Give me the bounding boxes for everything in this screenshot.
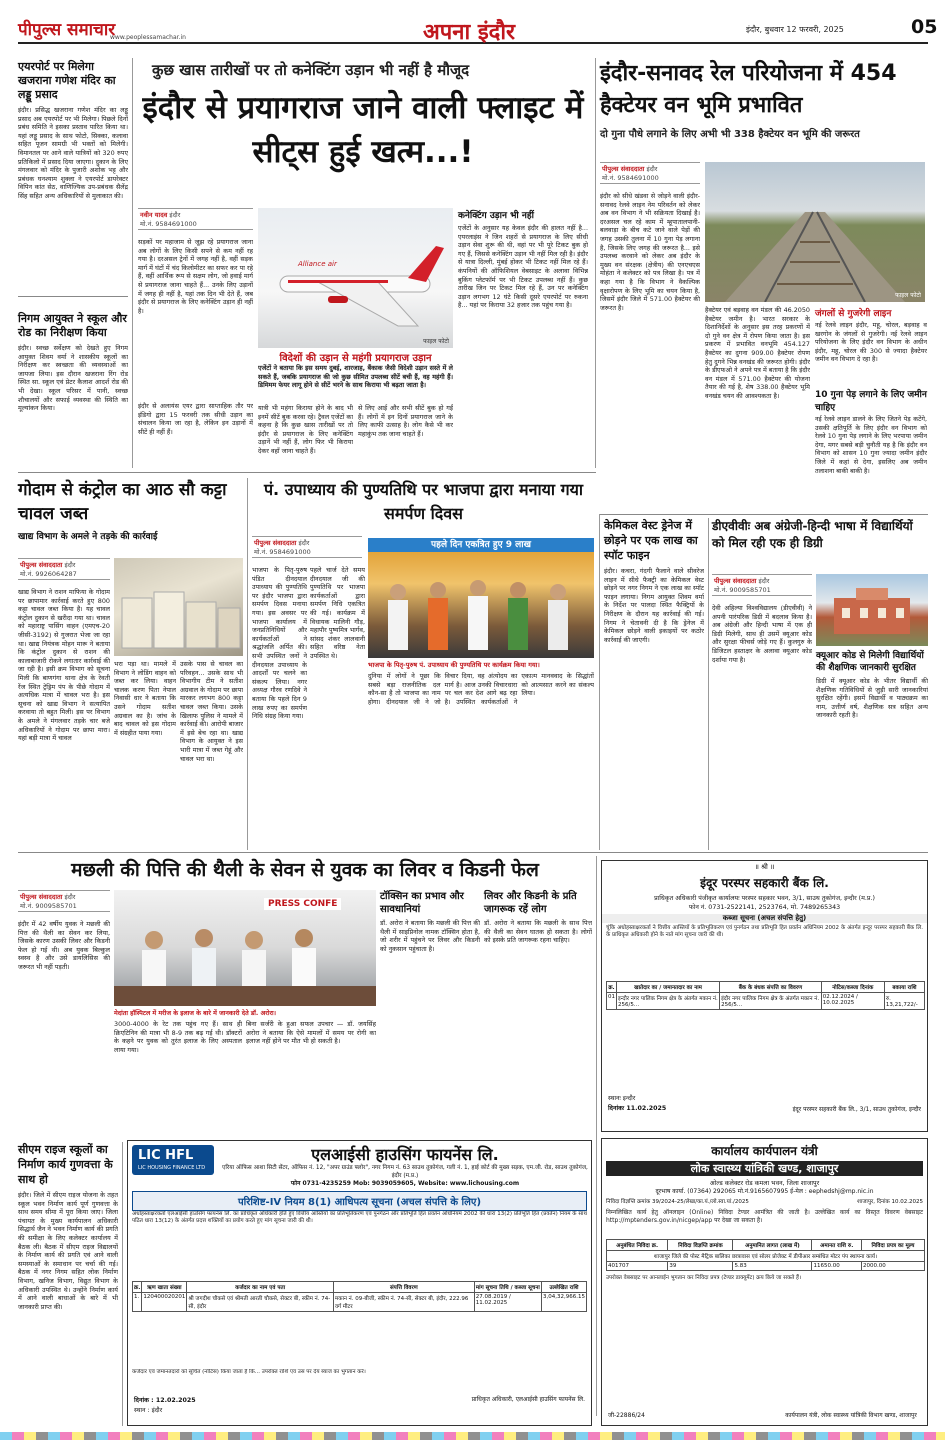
photo-caption: मेदांता हॉस्पिटल में मरीज के इलाज के बारे में जानकारी देते डॉ. अरोरा।	[114, 1010, 277, 1017]
pwd-subtitle: लोक स्वास्थ्य यांत्रिकी खण्ड, शाजापुर	[606, 1161, 923, 1176]
story-nigam	[18, 312, 128, 467]
table-cell: मकान नं. 09-बीजी, स्कीम नं. 74-सी, सेक्टर बी, इंदौर, 222.96 वर्ग मीटर	[333, 1293, 474, 1312]
place: इंदौर	[169, 211, 181, 219]
bjp-event-photo	[368, 552, 594, 658]
table-cell: इन्दौर नगर पालिक निगम क्षेत्र के अंतर्गत मकान नं. 256/5...	[617, 993, 720, 1010]
table-cell: 120400020201	[142, 1293, 187, 1312]
headline: गोदाम से कंट्रोल का आठ सौ कट्टा चावल जब्त	[18, 480, 227, 524]
lic-footer: कर्जदार एवं जमानतदारों को सूचित (नोटिस) किया जाता है कि... उपरोक्त राशि एवं उस पर देय ब्याज का भुगतान करें।	[132, 1369, 366, 1375]
ad-bank	[601, 860, 928, 1132]
table-cell: क्र.	[133, 1282, 142, 1293]
place: इंदौर	[64, 561, 76, 569]
masthead	[18, 14, 938, 45]
sidebar-qr	[816, 650, 928, 850]
place: स्थानः इन्दौर	[608, 1095, 636, 1102]
story-liver	[18, 856, 592, 1138]
body-col1b: इंदौर से अलायंस एयर द्वारा साप्ताहिक तौर पर इंडिगो द्वारा 15 फरवरी तक सीधी उड़ान का संचालन किया जा रहा है, लेकिन इन उड़ानों में सीटें ही नहीं हैं।	[138, 402, 253, 436]
body-col3: दुनिया में लोगों ने पूछा कि सबसे बड़ा राजनीतिक दल कौन-सा है तो भाजपा का नाम होगा। दीनदयाल जी ने जो विचार दिया, वह अंत्योदय का मार्ग है। आज उनकी विचारधारा पर चल कर देश आगे बढ़ रहा है। उपस्थित कार्यकर्ताओं ने एकात्म मानववाद के सिद्धांतों को आत्मसात करने का संकल्प लिया।	[368, 672, 594, 706]
side-head-2: 10 गुना पेड़ लगाने के लिए जमीन चाहिए	[815, 390, 927, 413]
table-cell: अमानत राशि रु.	[812, 1240, 862, 1251]
sidebar-head: कनेक्टिंग उड़ान भी नहीं	[458, 211, 534, 221]
signatory: इंदूर परस्पर सहकारी बैंक लि., 3/1, साउथ तुकोगंज, इन्दौर	[792, 1106, 921, 1113]
lic-place: स्थान : इंदौर	[134, 1407, 163, 1414]
table-cell: उल्लेखित राशि	[541, 1282, 586, 1293]
logo-sub: LIC HOUSING FINANCE LTD	[138, 1165, 206, 1171]
side-body: डॉ. अरोरा ने बताया कि मछली की पित्त की थैली में साइप्रिनोल नामक टॉक्सिन होता है, जो शरीर में पहुंचने पर लिवर और किडनी को नुकसान पहुंचाता है।	[380, 919, 480, 953]
rice-sacks-photo	[114, 558, 243, 656]
body-col2: यात्री भी महंगा किराया होने के बाद भी इनमें सीटें बुक करवा रहे। ट्रैवल एजेंटों का कहना है कि कुछ खास तारीखों पर तो इंदौर से प्रयागराज के लिए कनेक्टिंग उड़ानें भी नहीं हैं, लोग फिर भी किराया देकर वहाँ जाना चाहते हैं।	[258, 404, 353, 455]
sidebar-jungle	[815, 306, 927, 502]
headline: इंदौर से प्रयागराज जाने वाली फ्लाइट में सीट्स हुई खत्म...!	[142, 90, 584, 170]
sidebar-connecting	[458, 208, 588, 466]
table-cell: निविदा प्रपत्र का मूल्य	[862, 1240, 925, 1251]
story-davv	[712, 518, 928, 850]
sidebar-aware	[484, 890, 592, 1138]
table-cell: 11650.00	[812, 1262, 862, 1271]
rail-track-photo	[705, 162, 925, 302]
table-cell: बैंक के बंधक संपत्ति का विवरण	[720, 982, 822, 993]
sidebar-toxin	[380, 890, 480, 1138]
table-cell: बकाया राशि	[884, 982, 924, 993]
photo-credit: फाइल फोटो	[895, 292, 921, 299]
pwd-address: ओल्ड कलेक्टर रोड कमला भवन, जिला शाजापुर	[709, 1180, 820, 1187]
notice-body: चूंकि अधोहस्ताक्षरकर्ता ने वित्तीय आस्तियों के प्रतिभूतिकरण एवं पुनर्गठन तथा प्रतिभूति हित प्रवर्तन अधिनियम 2002 के अंतर्गत इन्दूर परस्पर सहकारी बैंक लि. के प्राधिकृत अधिकारी होने के नाते मांग सूचना जारी की थी।	[606, 925, 923, 938]
mobile: मो.नं. 9009585701	[20, 902, 77, 910]
registration-strip	[0, 1432, 945, 1440]
story-flight	[138, 58, 590, 468]
table-cell: 27.08.2019 / 11.02.2025	[474, 1293, 541, 1312]
story-rail	[600, 58, 928, 508]
table-cell: 02.12.2024 / 10.02.2025	[821, 993, 884, 1010]
byline	[18, 890, 110, 912]
body-col1: खाद्य विभाग ने राशन माफिया के गोदाम पर छापामार कार्रवाई करते हुए 800 कट्टा चावल जब्त किया है। यह चावल कंट्रोल दुकान से खरीदा गया था। चावल को महाराष्ट्र पासिंग वाहन (एमएच-20 जीसी-3192) से गुजरात भेजा जा रहा था। खाद्य नियंत्रक मोहन मारू ने बताया कि कंट्रोल दुकान से राशन की कालाबाजारी रोकने लगातार कार्रवाई की जा रही है। इसी क्रम विभाग को सूचना मिली कि बाणगंगा थाना क्षेत्र के रेवती रेंज स्थित ट्रेड्रिम पंप के पीछे गोदाम में अत्यधिक मात्रा में चावल भरा है। इस सूचना को खाद्य विभाग ने सत्यापित करवाया तो बहुत मिली। इस पर विभाग के अमले ने मंगलवार तड़के चार बजे अधिकारियों ने गोदाम पर छापा मारा। यहां बड़ी मात्रा में चावल	[18, 588, 110, 743]
logo-text: LIC HFL	[138, 1148, 194, 1163]
headline: एयरपोर्ट पर मिलेगा खजराना गणेश मंदिर का लड्डू प्रसाद	[18, 60, 116, 101]
kicker: कुछ खास तारीखों पर तो कनेक्टिंग उड़ान भी नहीं है मौजूद	[152, 61, 470, 79]
airline-label: Alliance air	[298, 260, 337, 268]
paper-name: पीपुल्स समाचार	[18, 20, 116, 40]
byline	[600, 162, 700, 184]
table-cell: ऋण खाता संख्या	[142, 1282, 187, 1293]
headline: निगम आयुक्त ने स्कूल और रोड का निरीक्षण किया	[18, 312, 127, 339]
pwd-contact: दूरभाष कार्या. (07364) 292065 मो.नं.9165607995 ई-मेल : eephedshj@mp.nic.in	[655, 1188, 874, 1195]
table-cell: रु. 13,21,722/-	[884, 993, 924, 1010]
mobile: मो.नं. 9584691000	[254, 548, 311, 556]
website[interactable]: www.peoplessamachar.in	[110, 34, 186, 41]
reporter: पीपुल्स संवाददाता	[714, 577, 757, 585]
place: इंदौर	[64, 893, 76, 901]
table-cell: अनुबंधित निविदा क्र.	[607, 1240, 668, 1251]
university-building-photo	[816, 574, 928, 646]
body-col3: बिना सर्जरी के हुआ सफल उपचार — डॉ. जयसिंह अरोरा ने बताया कि ऐसे मामलों में समय पर रोगी का इलाज नहीं होने पर मौत भी हो सकती है।	[246, 1020, 376, 1046]
table-cell: अनुमानित लागत (लाख में)	[733, 1240, 812, 1251]
body-under-photo: एजेंटों ने बताया कि इस समय दुबई, शारजाह, बैंकाक जैसी विदेशी उड़ान सस्ते में ले सकते हैं, जबकि प्रयागराज की जो कुछ सीमित उपलब्ध सीटें बची हैं, वह महंगी हैं। डिमिमम फेयर लागू होने से सीटें भरने के साथ किराया भी बढ़ता जाता है।	[258, 364, 453, 390]
body-col2: 3000-4000 के रेट तक पहुंच गए हैं। साथ ही क्रिएटिनिन की मात्रा भी 8-9 तक बढ़ गई थी। डॉक्टरों के कहने पर युवक को तुरंत इलाज के लिए अस्पताल लाया गया।	[114, 1020, 242, 1054]
place: इंदौर	[646, 165, 658, 173]
building-icon	[816, 574, 928, 646]
table-cell: संपत्ति विवरण	[333, 1282, 474, 1293]
row-desc: शाजापुर जिले की पोस्ट मैट्रिक बालिका छात्रावास एवं सोलर प्रोजेक्ट में डीपीआर सम्बंधित मोटर पंप स्थापना कार्य।	[607, 1251, 925, 1262]
story-chemical	[604, 518, 704, 850]
page-number: 05	[911, 16, 938, 38]
rail-track-icon	[705, 162, 925, 302]
lic-notice-title: परिशिष्ट-IV नियम 8(1) आधिपत्य सूचना (अचल संपत्ति के लिए)	[132, 1191, 587, 1211]
body: इंदौर। कचरा, गंदगी फैलाने वाले सीवरेज लाइन में सीधे फैक्ट्री का केमिकल वेस्ट छोड़ने पर नगर निगम ने एक लाख का स्पॉट फाइन लगाया। निगम आयुक्त शिवम वर्मा के निर्देश पर पालदा स्थित फैक्ट्रियों के निरीक्षण के दौरान यह कार्रवाई की गई। निगम ने चेतावनी दी है कि ड्रेनेज में केमिकल छोड़ने वाली इकाइयों पर कठोर कार्रवाई की जाएगी।	[604, 567, 704, 644]
table-cell: मांग सूचना तिथि / कब्जा सूचना	[474, 1282, 541, 1293]
subhead: दो गुना पौधे लगाने के लिए अभी भी 338 हैक्टेयर वन भूमि की जरूरत	[600, 129, 860, 140]
side-body-2: नई रेलवे लाइन डालने के लिए जितने पेड़ कटेंगे, उसकी क्षतिपूर्ति के लिए इंदौर वन विभाग को रेलवे 10 गुना पेड़ लगाने के लिए भरपाया जमीन देगा, मगर सबसे बड़ी चुनौती यह है कि इंदौर वन विभाग को शासन 10 गुना ज्यादा जमीन इंदौर जिले में कहां से देगा, इसलिए अब जमीन तलाशना बाकी बाकी है।	[815, 415, 927, 475]
subhead: खाद्य विभाग के अमले ने तड़के की कार्रवाई	[18, 532, 158, 542]
table-cell: 3,04,32,966.15	[541, 1293, 586, 1312]
table-cell: नोटिस/कब्जा दिनांक	[821, 982, 884, 993]
byline	[18, 558, 110, 580]
headline: पं. उपाध्याय की पुण्यतिथि पर भाजपा द्वारा मनाया गया समर्पण दिवस	[263, 480, 584, 523]
table-cell: श्री जगदीश चौकसे एवं श्रीमती आरती चौकसे, सेक्टर बी, स्कीम नं. 74-सी, इंदौर	[187, 1293, 334, 1312]
bank-table	[606, 981, 925, 1010]
pwd-signatory: कार्यपालन यंत्री, लोक स्वास्थ्य यांत्रिकी विभाग खण्ड, शाजापुर	[785, 1412, 917, 1419]
lic-notice-body: अधोहस्ताक्षरकर्ता एलआईसी हाउसिंग फायनेंस लि. का प्राधिकृत अधिकारी होते हुए वित्तीय आस्तियों का प्रतिभूतिकरण एवं पुनर्गठन और प्रतिभूति हित प्रवर्तन अधिनियम 2002 की धारा 13(2) प्रतिभूति हित (प्रवर्तन) नियम के साथ पठित धारा 13(12) के अंतर्गत प्रदत्त शक्तियों का प्रयोग करते हुए मांग सूचना जारी की थी।	[132, 1211, 587, 1224]
body: इंदौर। स्वच्छ सर्वेक्षण को देखते हुए निगम आयुक्त शिवम वर्मा ने शासकीय स्कूलों का निरीक्षण कर स्वच्छता की व्यवस्थाओं का जायजा लिया। इस दौरान खजराना रिंग रोड स्थित सा. स्कूल एवं प्रेटर कैलाश आदर्श रोड की भी देखा। स्कूल परिसर में पानी, स्वच्छ शौचालयों और सफाई व्यवस्था की स्थिति का मूल्यांकन किया।	[18, 344, 128, 413]
body: इंदौर में 42 वर्षीय युवक ने मछली की पित्त की थैली का सेवन कर लिया, जिसके कारण उसकी लिवर और किडनी फेल हो गई थी। अब युवक बिल्कुल स्वस्थ है और उसे डायलिसिस की जरूरत भी नहीं पड़ती।	[18, 920, 110, 971]
dateline: इंदौर, बुधवार 12 फरवरी, 2025	[746, 25, 844, 34]
body: इंदौर। प्रसिद्ध खजराना गणेश मंदिर का लड्डू प्रसाद अब एयरपोर्ट पर भी मिलेगा। पिछले दिनों प्रबंध समिति ने इसका प्रस्ताव पारित किया था। यहां लड्डू प्रसाद के साथ फोटो, सिक्का, कलावा सहित पूजन सामग्री भी भक्तों को मिलेगी। विमानतल पर आने वाले यात्रियों को 320 रुपए प्रतिकिलो में प्रसाद दिया जाएगा। दुकान के लिए मंगलवार को मंदिर के पुजारी अशोक भट्ट और प्रबंधक घनश्याम शुक्ला ने एयरपोर्ट डायरेक्टर विपिन कांत सेठ, वाणिज्यिक उप-प्रबंधक सैलेंद्र सिंह सहित अन्य अधिकारियों से मुलाकात की।	[18, 106, 128, 200]
reporter: पीपुल्स संवाददाता	[20, 893, 63, 901]
notice-no: निविदा विज्ञप्ति क्रमांक 39/2024-25/लेखा/का.यं./लो.स्वा.यां./2025	[606, 1199, 749, 1205]
lic-date: दिनांक : 12.02.2025	[134, 1397, 196, 1404]
table-cell: निविदा विज्ञप्ति क्रमांक	[668, 1240, 733, 1251]
ad-pwd	[601, 1138, 928, 1426]
reporter: पीपुल्स संवाददाता	[602, 165, 645, 173]
section-title: अपना इंदौर	[423, 20, 516, 45]
headline: मछली की पित्ति की थैली के सेवन से युवक का लिवर व किडनी फेल	[71, 859, 539, 881]
story-godown	[18, 478, 243, 850]
pwd-ref: जी-22886/24	[608, 1412, 645, 1419]
airplane-photo	[258, 208, 453, 348]
sidebar-body: एजेंटों के अनुसार यह केवल इंदौर की हालत नहीं है... एयरलाइंस ने जिन शहरों से प्रयागराज के लिए सीधी उड़ान सेवा शुरू की थी, वहां पर भी पूरे टिकट बुक हो गए हैं, जिससे कनेक्टिंग उड़ान भी नहीं मिल रही है। इंदौर से यात्रा दिल्ली, मुंबई होकर भी टिकट नहीं मिल रहे हैं। कंपनियों की ऑफिशियल वेबसाइट के अलावा विभिन्न बुकिंग प्लेटफॉर्म पर भी टिकट उपलब्ध नहीं हैं। कुछ तारीख जिन पर टिकट मिल रहे हैं, उन पर कनेक्टिंग उड़ान लगभग 12 घंटे किसी दूसरे एयरपोर्ट पर रुकना है... यहां पर किराया 32 हजार तक पहुंच गया है।	[458, 224, 588, 310]
pwd-body: निम्नलिखित कार्य हेतु ऑनलाइन (Online) निविदा टेण्डर आमंत्रित की जाती है। उल्लेखित कार्य का विस्तृत विवरण वेबसाइट http://mptenders.gov.in/nicgep/app पर देखा जा सकता है।	[606, 1209, 923, 1224]
airplane-icon	[258, 208, 453, 348]
shri: ॥ श्री ॥	[754, 863, 775, 871]
table-cell: क्र.	[607, 982, 617, 993]
notice-title: कब्जा सूचना (अचल संपत्ति हेतु)	[602, 914, 927, 923]
pwd-title: कार्यालय कार्यपालन यंत्री	[711, 1144, 818, 1158]
table-cell: 2000.00	[862, 1262, 925, 1271]
side-head: जंगलों से गुजरेगी लाइन	[815, 309, 892, 319]
mobile: मो.नं. 9584691000	[602, 174, 659, 182]
side-body: डिग्री में क्यूआर कोड के भीतर विद्यार्थी की शैक्षणिक गतिविधियों से जुड़ी सारी जानकारियां सुरक्षित रहेंगी। इसमें विद्यार्थी व पाठ्यक्रम का नाम, उत्तीर्ण वर्ष, शैक्षणिक सत्र सहित अन्य जानकारी रहती है।	[816, 677, 928, 720]
bank-address: प्राधिकृत अधिकारी पंजीकृत कार्यालयः परस्पर सहकार भवन, 3/1, साउथ तुकोगंज, इन्दौर (म.प्र.)	[654, 895, 875, 902]
byline	[712, 574, 812, 596]
pwd-footer: उपरोक्त वेबसाइट पर आनलाईन भुगतान कर निविदा प्रपत्र (टेण्डर डाक्यूमेंट) क्रय किये जा सकते हैं।	[606, 1275, 802, 1281]
table-cell: 01	[607, 993, 617, 1010]
body-col2: भरा पड़ा था। मामले में विभाग ने लोडिंग वाहन को जब्त कर लिया। वाहन चालक करण पिता नेपाल निवासी धार ने बताया कि उसने गोदाम सतीश अग्रवाल का है। जांच के बाद चावल को इस गोदाम में संग्रहीत पाया गया।	[114, 660, 176, 737]
date: दिनांकः 11.02.2025	[608, 1105, 667, 1112]
side-body-2: डॉ. अरोरा ने बताया कि मछली के साथ पित्त की थैली का सेवन घातक हो सकता है। लोगों को इसके प्रति जागरूक रहना चाहिए।	[484, 919, 592, 945]
mobile: मो.नं. 9584691000	[140, 220, 197, 228]
press-conference-photo	[114, 890, 376, 1006]
lic-phone: फोन 0731-4235259 Mob: 9039059605, Website: www.lichousing.com	[290, 1180, 520, 1187]
press-banner: PRESS CONFE	[264, 898, 341, 910]
story-cmrise	[18, 1142, 118, 1424]
people-group-icon	[368, 552, 594, 658]
headline: इंदौर-सनावद रेल परियोजना में 454 हैक्टेयर वन भूमि प्रभावित	[600, 61, 897, 118]
bank-name: इंदूर परस्पर सहकारी बैंक लि.	[700, 876, 829, 890]
pwd-table	[606, 1239, 925, 1271]
mobile: मो.नं. 9009585701	[714, 586, 771, 594]
mobile: मो.नं. 9926064287	[20, 570, 77, 578]
reporter: पीपुल्स संवाददाता	[20, 561, 63, 569]
side-head: टॉक्सिन का प्रभाव और सावधानियां	[380, 891, 464, 915]
lic-signatory: प्राधिकृत अधिकारी, एलआईसी हाउसिंग फायनेंस लि.	[471, 1396, 585, 1403]
table-cell: इंदौर नगर पालिक निगम क्षेत्र के अंतर्गत मकान नं. 256/5...	[720, 993, 822, 1010]
body-col3: से लिए आई और सभी सीटें बुक हो गईं हैं। लोगों में इन दिनों प्रयागराज जाने के लिए काफी उत्साह है। लोग कैसे भी कर महाकुंभ तक जाना चाहते हैं।	[358, 404, 453, 438]
body-col2: हैक्टेयर एवं बड़वाह वन मंडल की 46.2050 हैक्टेयर जमीन है। भारत सरकार के दिशानिर्देशों के अनुसार इस तरह प्रकरणों में दो गुने वन क्षेत्र में रोपण किया जाता है। इस प्रकरण में प्रभावित वनभूमि 454.127 हैक्टेयर का दुगना 909.00 हैक्टेयर रोपण हेतु दुगने भिन्न वनखंड की जरूरत होगी। इंदौर के डीएफओ ने अपने पत्र में बताया है कि इंदौर वन मंडल में 571.00 हैक्टेयर की योजना तैयार की गई है, शेष 338.00 हैक्टेयर भूमि वनखंड चयन की आवश्यकता है।	[705, 306, 810, 400]
side-body: नई रेलवे लाइन इंदौर, महू, चोरल, बड़वाह व खरगोन के जंगलों से गुजरेगी। नई रेलवे लाइन परियोजना के लिए इंदौर वन विभाग के अधीन इंदौर, महू, चोरल की 300 से ज्यादा हैक्टेयर जमीन वन विभाग दे रहा है।	[815, 321, 927, 364]
body-col1: इंदौर को सीधे खंडवा से जोड़ने वाली इंदौर-सनावद रेलवे लाइन नेम परिवर्तन को लेकर अब वन विभाग ने भी सक्रियता दिखाई है। दरअसल चल रहे काम में म्हूपातालपानी-बलवाड़ा के बीच कटे जाने वाले पेड़ों की जगह उसकी तुलना में 10 गुना पेड़ लगाना है, जिसके लिए जगह की जरूरत है... इसे उपलब्ध करवाने को लेकर अब इंदौर के मुख्य वन संरक्षक (क्षेत्रीय) की एनएचएस मोहंता ने कलेक्टर को पत्र लिखा है। पत्र में कहा गया है कि विभाग ने वैकल्पिक वृक्षारोपण के लिए भूमि का चयन किया है, जिसमें इंदौर जिले में 571.00 हैक्टेयर की जरूरत है।	[600, 192, 700, 312]
photo-caption: भाजपा के पितृ-पुरुष पं. उपाध्याय की पुण्यतिथि पर कार्यक्रम किया गया।	[368, 661, 540, 669]
side-head: क्यूआर कोड से मिलेगी विद्यार्थियों की शैक्षणिक जानकारी सुरक्षित	[816, 651, 924, 673]
photo-caption: विदेशों की उड़ान से महंगी प्रयागराज उड़ान	[279, 353, 432, 364]
byline	[252, 536, 362, 558]
body-col2: पहले चार्ज देते समय दीनदयाल जी की पुण्यतिथि पर भाजपा कार्यकर्ताओं द्वारा समर्पण निधि एकत्रित की गई। कार्यक्रम में विधायक मालिनी गौड़, महापौर पुष्यमित्र भार्गव, सांसद शंकर लालवानी सहित वरिष्ठ नेता उपस्थित थे।	[310, 566, 365, 660]
headline: डीएवीवीः अब अंग्रेजी-हिन्दी भाषा में विद्यार्थियों को मिल रही एक ही डिग्री	[712, 519, 913, 550]
lic-address: एरिया ऑफिस आशा सिटी सेंटर, ऑफिस नं. 12, "अपर ग्राउंड फ्लोर", नगर निगम नं. 63 साउथ तुकोगंज, गली नं. 1, हाई कोर्ट की मुख्य सड़क, एम.जी. रोड, साउथ तुकोगंज, इंदौर (म.प्र.)	[222, 1165, 588, 1179]
side-head-2: लिवर और किडनी के प्रति जागरूक रहें लोग	[484, 891, 577, 915]
reporter: नवीन यादव	[140, 211, 168, 219]
lic-table	[132, 1281, 587, 1312]
body: देवी अहिल्या विश्वविद्यालय (डीएवीवी) ने अपनी पारंपरिक डिग्री में बदलाव किया है। अब अंग्रेजी और हिन्दी भाषा में एक ही डिग्री मिलेगी, साथ ही उसमें क्यूआर कोड और सुरक्षा फीचर्स जोड़े गए हैं। कुलगुरु के डिजिटल हस्ताक्षर के अलावा क्यूआर कोड दर्शाया गया है।	[712, 604, 812, 664]
body-col1: सड़कों पर महाजाम से जूझ रहे प्रयागराज जाना अब लोगों के लिए किसी सपने से कम नहीं रह गया है। दरअसल ट्रेनों में जगह नहीं है, वहीं सड़क मार्ग में घंटों में चंद किलोमीटर का सफर कर पा रहे हैं, वहीं आर्थिक रूप से सक्षम लोग, जो हवाई मार्ग से प्रयागराज जाना चाहते हैं... उनके लिए उड़ानों में जगह ही नहीं है, यहां तक दिन भी देते हैं, जब इंदौर से प्रयागराज के लिए कनेक्टिंग उड़ान ही नहीं है।	[138, 238, 253, 315]
notice-date: शाजापुर, दिनांक 10.02.2025	[857, 1199, 923, 1205]
headline: सीएम राइज स्कूलों का निर्माण कार्य गुणवत्ता के साथ हो	[18, 1143, 113, 1186]
table-cell: 5.83	[733, 1262, 812, 1271]
bjp-photo-banner: पहले दिन एकत्रित हुए 9 लाख	[368, 538, 594, 552]
body: इंदौर। जिले में सीएम राइज योजना के तहत स्कूल भवन निर्माण कार्य पूर्ण गुणवत्ता के साथ समय सीमा में पूरा किया जाए। जिला पंचायत के मुख्य कार्यपालन अधिकारी सिद्धार्थ जैन ने भवन निर्माण कार्य की प्रगति की समीक्षा के लिए कलेक्टर कार्यालय में बैठक ली। बैठक में सीएम राइज विद्यालयों के निर्माण कार्य की प्रगति एवं आने वाली समस्याओं के समाधान पर चर्चा की गई। बैठक में नगर निगम सहित लोक निर्माण विभाग, खनिज विभाग, विद्युत विभाग के अधिकारी उपस्थित थे। उन्होंने निर्माण कार्य में आने वाली बाधाओं के बारे में भी जानकारी प्राप्त की।	[18, 1191, 118, 1311]
ad-lic	[127, 1140, 592, 1426]
story-bjp	[252, 478, 595, 850]
reporter: पीपुल्स संवाददाता	[254, 539, 297, 547]
byline	[138, 208, 253, 230]
headline: केमिकल वेस्ट ड्रेनेज में छोड़ने पर एक लाख का स्पॉट फाइन	[604, 519, 698, 562]
lic-logo	[132, 1145, 214, 1175]
place: इंदौर	[758, 577, 770, 585]
table-cell: 1.	[133, 1293, 142, 1312]
bank-phone: फोन नं. 0731-2522141, 2523764, मो. 7489265343	[688, 904, 841, 911]
table-cell: 39	[668, 1262, 733, 1271]
body-col1: भाजपा के पितृ-पुरुष पंडित दीनदयाल उपाध्याय की पुण्यतिथि पर इंदौर भाजपा द्वारा समर्पण दिवस मनाया गया। इस अवसर पर भाजपा कार्यालय में जनप्रतिनिधियों और कार्यकर्ताओं ने श्रद्धांजलि अर्पित की। सभी उपस्थित जनों ने दीनदयाल उपाध्याय के आदर्शों पर चलने का संकल्प लिया। नगर अध्यक्ष गौरव रणदिवे ने बताया कि पहले दिन 9 लाख रुपए का समर्पण निधि संग्रह किया गया।	[252, 566, 307, 721]
rice-sack-icon	[114, 558, 243, 656]
story-airport	[18, 60, 128, 280]
place: इंदौर	[298, 539, 310, 547]
table-cell: खातेदार का / जमानतदार का नाम	[617, 982, 720, 993]
table-cell: कर्जदार का नाम एवं पता	[187, 1282, 334, 1293]
table-cell: 401707	[607, 1262, 668, 1271]
photo-credit: फाइल फोटो	[423, 338, 449, 345]
body-col3: उसके पास से चावल का परिवहन... उसके साथ भी विभागीय टीम ने सतीश अग्रवाल के गोदाम पर छापा मारकर लगभग 800 कट्टा चावल जब्त किया। उसके खिलाफ पुलिस ने मामले में कार्रवाई की। आरोपी बाजार में इसे बेच रहा था। खाद्य विभाग के आयुक्त ने इस भारी मात्रा में जब्त गेहूं और चावल भरा था।	[180, 660, 243, 763]
lic-name: एलआईसी हाउसिंग फायनेंस लि.	[311, 1145, 499, 1164]
